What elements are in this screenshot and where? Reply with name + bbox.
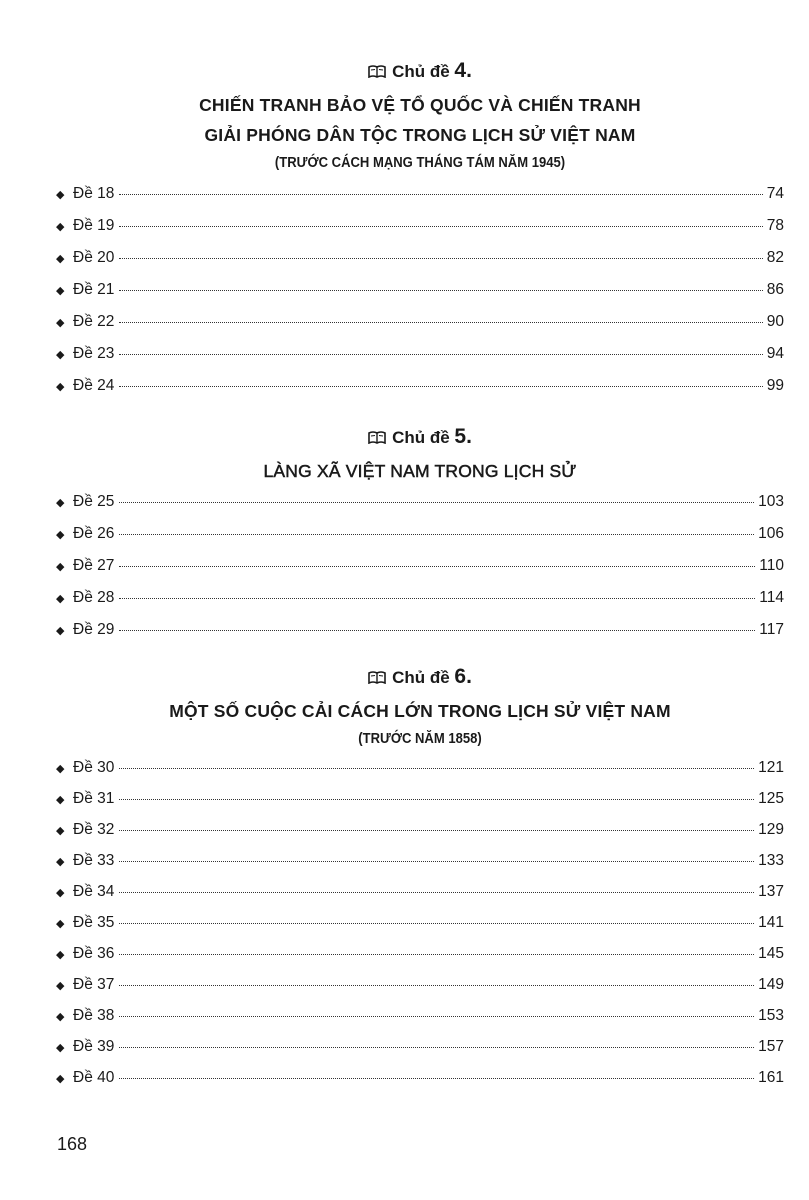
diamond-bullet-icon: ◆ xyxy=(56,529,65,541)
entry-page: 110 xyxy=(759,557,784,574)
dot-leader xyxy=(119,256,762,259)
dot-leader xyxy=(119,628,755,631)
diamond-bullet-icon: ◆ xyxy=(56,285,65,297)
entry-label: Đề 23 xyxy=(73,345,115,362)
toc-entry[interactable] xyxy=(56,969,784,1000)
topic-heading xyxy=(56,424,784,450)
entry-page: 82 xyxy=(766,249,784,266)
entry-label: Đề 36 xyxy=(73,945,115,962)
open-book-icon xyxy=(368,65,386,78)
entry-label: Đề 40 xyxy=(73,1069,115,1086)
entry-page: 125 xyxy=(758,790,784,807)
toc-list xyxy=(56,752,784,1093)
entry-page: 129 xyxy=(758,821,784,838)
entry-label: Đề 26 xyxy=(73,525,115,542)
entry-page: 145 xyxy=(758,945,784,962)
diamond-bullet-icon: ◆ xyxy=(56,949,65,961)
toc-entry[interactable] xyxy=(56,550,784,582)
toc-entry[interactable] xyxy=(56,907,784,938)
dot-leader xyxy=(119,859,754,862)
entry-page: 74 xyxy=(766,185,784,202)
toc-entry[interactable] xyxy=(56,306,784,338)
dot-leader xyxy=(119,500,754,503)
toc-entry[interactable] xyxy=(56,274,784,306)
entry-page: 149 xyxy=(758,976,784,993)
entry-page: 153 xyxy=(758,1007,784,1024)
entry-label: Đề 20 xyxy=(73,249,115,266)
dot-leader xyxy=(119,384,762,387)
dot-leader xyxy=(119,828,754,831)
entry-page: 99 xyxy=(766,377,784,394)
entry-page: 121 xyxy=(758,759,784,776)
diamond-bullet-icon: ◆ xyxy=(56,1011,65,1023)
topic-label: Chủ đề xyxy=(392,428,450,447)
toc-list xyxy=(56,486,784,646)
toc-entry[interactable] xyxy=(56,845,784,876)
dot-leader xyxy=(119,532,754,535)
diamond-bullet-icon: ◆ xyxy=(56,221,65,233)
topic-label: Chủ đề xyxy=(392,62,450,81)
dot-leader xyxy=(119,288,762,291)
entry-label: Đề 25 xyxy=(73,493,115,510)
toc-entry[interactable] xyxy=(56,210,784,242)
diamond-bullet-icon: ◆ xyxy=(56,317,65,329)
entry-label: Đề 38 xyxy=(73,1007,115,1024)
topic-title-line-1: LÀNG XÃ VIỆT NAM TRONG LỊCH SỬ xyxy=(263,461,577,481)
diamond-bullet-icon: ◆ xyxy=(56,561,65,573)
toc-entry[interactable] xyxy=(56,752,784,783)
toc-entry[interactable] xyxy=(56,1031,784,1062)
topic-label: Chủ đề xyxy=(392,668,450,687)
toc-entry[interactable] xyxy=(56,783,784,814)
open-book-icon xyxy=(368,671,386,684)
open-book-icon xyxy=(368,431,386,444)
dot-leader xyxy=(119,1045,754,1048)
dot-leader xyxy=(119,983,754,986)
entry-page: 94 xyxy=(766,345,784,362)
dot-leader xyxy=(119,564,755,567)
dot-leader xyxy=(119,766,754,769)
diamond-bullet-icon: ◆ xyxy=(56,253,65,265)
diamond-bullet-icon: ◆ xyxy=(56,1042,65,1054)
toc-list xyxy=(56,178,784,402)
entry-page: 90 xyxy=(766,313,784,330)
diamond-bullet-icon: ◆ xyxy=(56,497,65,509)
page-number: 168 xyxy=(57,1134,88,1154)
entry-label: Đề 21 xyxy=(73,281,115,298)
entry-page: 78 xyxy=(766,217,784,234)
topic-number: 4. xyxy=(454,59,472,82)
toc-entry[interactable] xyxy=(56,1000,784,1031)
toc-entry[interactable] xyxy=(56,242,784,274)
dot-leader xyxy=(119,1076,754,1079)
diamond-bullet-icon: ◆ xyxy=(56,349,65,361)
entry-label: Đề 27 xyxy=(73,557,115,574)
diamond-bullet-icon: ◆ xyxy=(56,625,65,637)
entry-label: Đề 31 xyxy=(73,790,115,807)
entry-label: Đề 24 xyxy=(73,377,115,394)
dot-leader xyxy=(119,1014,754,1017)
entry-label: Đề 22 xyxy=(73,313,115,330)
toc-entry[interactable] xyxy=(56,338,784,370)
dot-leader xyxy=(119,890,754,893)
entry-page: 137 xyxy=(758,883,784,900)
toc-entry[interactable] xyxy=(56,370,784,402)
toc-entry[interactable] xyxy=(56,178,784,210)
entry-page: 86 xyxy=(766,281,784,298)
topic-number: 5. xyxy=(454,425,472,448)
entry-label: Đề 39 xyxy=(73,1038,115,1055)
entry-label: Đề 18 xyxy=(73,185,115,202)
entry-page: 106 xyxy=(758,525,784,542)
diamond-bullet-icon: ◆ xyxy=(56,1073,65,1085)
diamond-bullet-icon: ◆ xyxy=(56,980,65,992)
topic-subtitle: (TRƯỚC NĂM 1858) xyxy=(358,731,482,747)
dot-leader xyxy=(119,192,762,195)
entry-label: Đề 33 xyxy=(73,852,115,869)
diamond-bullet-icon: ◆ xyxy=(56,887,65,899)
entry-page: 141 xyxy=(758,914,784,931)
dot-leader xyxy=(119,352,762,355)
entry-label: Đề 30 xyxy=(73,759,115,776)
topic-title-line-2: GIẢI PHÓNG DÂN TỘC TRONG LỊCH SỬ VIỆT NAM xyxy=(204,125,636,145)
dot-leader xyxy=(119,596,755,599)
entry-label: Đề 34 xyxy=(73,883,115,900)
dot-leader xyxy=(119,797,754,800)
topic-section-6 xyxy=(56,664,784,1093)
topic-title-line-1: CHIẾN TRANH BẢO VỆ TỔ QUỐC VÀ CHIẾN TRANH xyxy=(199,95,641,115)
entry-page: 103 xyxy=(758,493,784,510)
dot-leader xyxy=(119,224,762,227)
toc-entry[interactable] xyxy=(56,614,784,646)
entry-page: 117 xyxy=(759,621,784,638)
entry-page: 161 xyxy=(758,1069,784,1086)
entry-label: Đề 29 xyxy=(73,621,115,638)
toc-entry[interactable] xyxy=(56,518,784,550)
diamond-bullet-icon: ◆ xyxy=(56,856,65,868)
diamond-bullet-icon: ◆ xyxy=(56,763,65,775)
entry-label: Đề 28 xyxy=(73,589,115,606)
entry-page: 114 xyxy=(759,589,784,606)
topic-title-line-1: MỘT SỐ CUỘC CẢI CÁCH LỚN TRONG LỊCH SỬ VIỆT NAM xyxy=(169,701,671,721)
topic-subtitle: (TRƯỚC CÁCH MẠNG THÁNG TÁM NĂM 1945) xyxy=(274,155,566,171)
diamond-bullet-icon: ◆ xyxy=(56,918,65,930)
topic-section-4 xyxy=(56,58,784,402)
diamond-bullet-icon: ◆ xyxy=(56,381,65,393)
toc-entry[interactable] xyxy=(56,876,784,907)
toc-entry[interactable] xyxy=(56,1062,784,1093)
toc-entry[interactable] xyxy=(56,938,784,969)
toc-entry[interactable] xyxy=(56,582,784,614)
diamond-bullet-icon: ◆ xyxy=(56,825,65,837)
diamond-bullet-icon: ◆ xyxy=(56,593,65,605)
entry-page: 157 xyxy=(758,1038,784,1055)
dot-leader xyxy=(119,320,762,323)
topic-heading xyxy=(56,58,784,84)
topic-section-5 xyxy=(56,424,784,646)
dot-leader xyxy=(119,952,754,955)
topic-number: 6. xyxy=(454,665,472,688)
topic-heading xyxy=(56,664,784,690)
entry-page: 133 xyxy=(758,852,784,869)
toc-entry[interactable] xyxy=(56,486,784,518)
entry-label: Đề 35 xyxy=(73,914,115,931)
diamond-bullet-icon: ◆ xyxy=(56,794,65,806)
entry-label: Đề 19 xyxy=(73,217,115,234)
entry-label: Đề 32 xyxy=(73,821,115,838)
diamond-bullet-icon: ◆ xyxy=(56,189,65,201)
entry-label: Đề 37 xyxy=(73,976,115,993)
dot-leader xyxy=(119,921,754,924)
toc-entry[interactable] xyxy=(56,814,784,845)
